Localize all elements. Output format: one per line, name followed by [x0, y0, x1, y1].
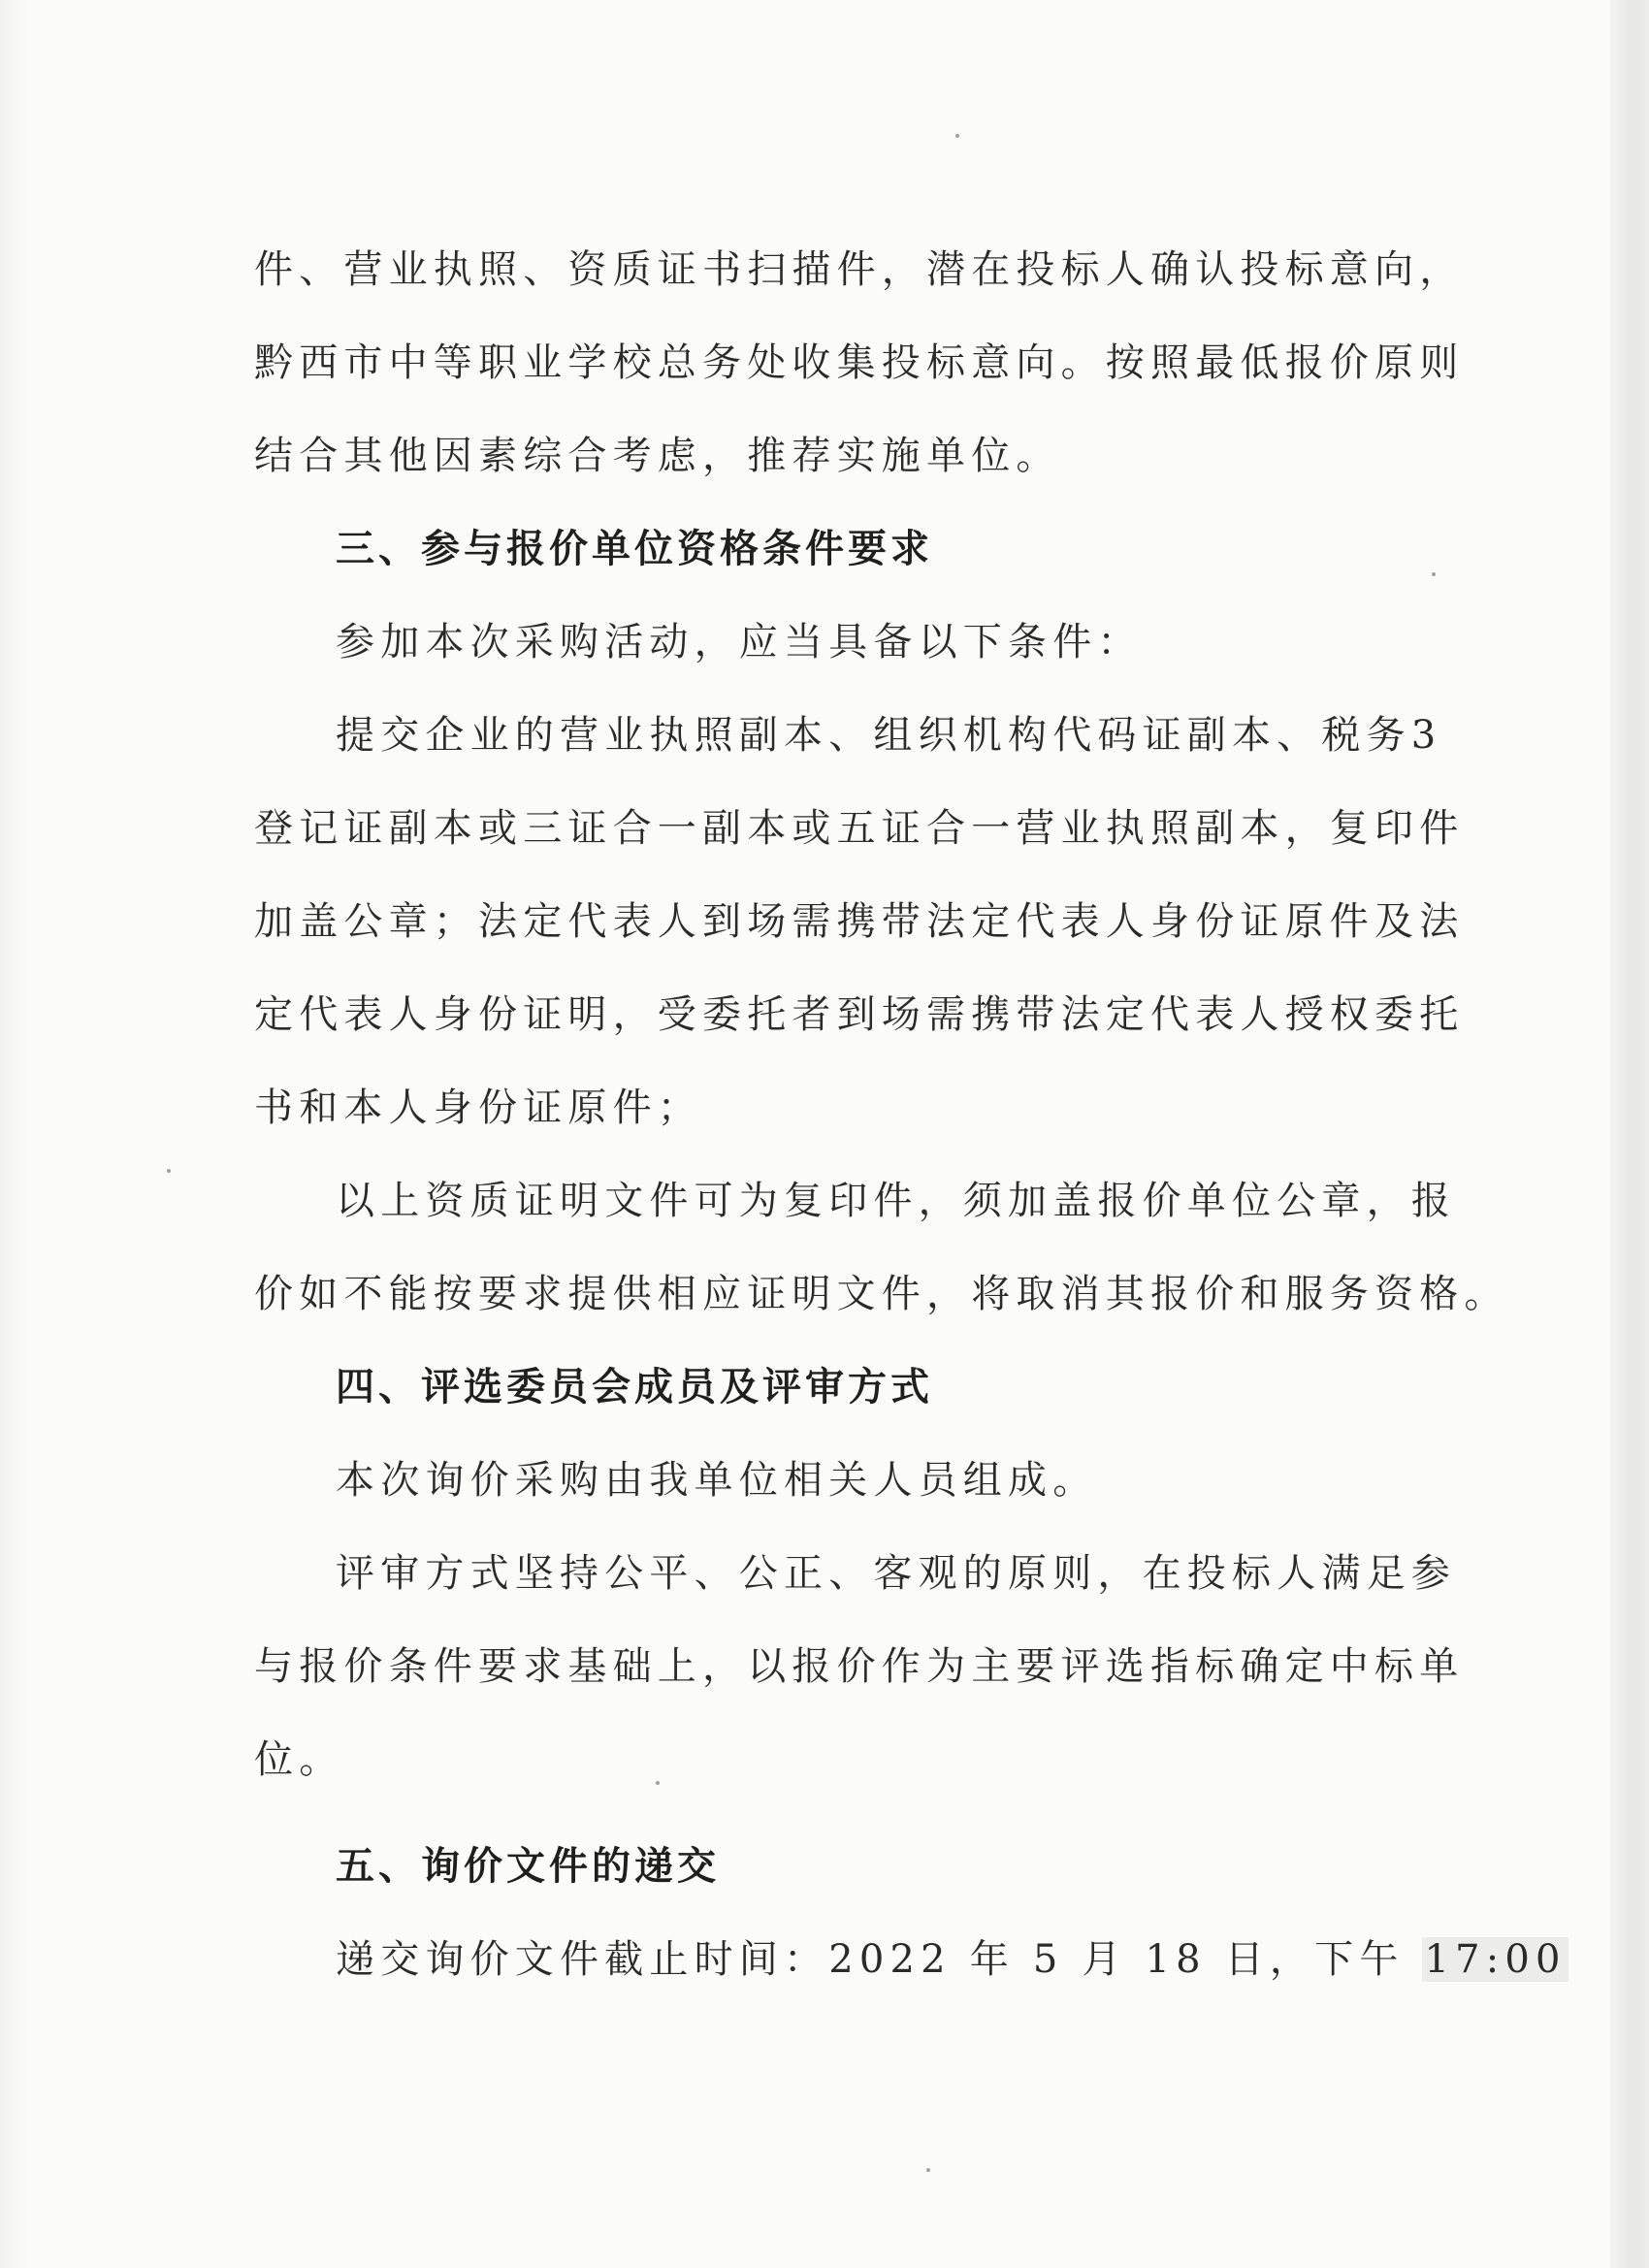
text-line: 以上资质证明文件可为复印件，须加盖报价单位公章，报 [336, 1179, 1456, 1223]
deadline-text: 递交询价文件截止时间：2022 年 5 月 18 日，下午 [336, 1937, 1423, 1982]
text-line: 书和本人身份证原件； [254, 1085, 702, 1130]
paragraph-process [254, 223, 1465, 502]
text-line: 位。 [254, 1737, 344, 1782]
section3-intro: 参加本次采购活动，应当具备以下条件： [336, 620, 1143, 664]
section4-members: 本次询价采购由我单位相关人员组成。 [336, 1458, 1098, 1503]
text-line: 评审方式坚持公平、公正、客观的原则，在投标人满足参 [336, 1551, 1456, 1596]
text-line: 加盖公章；法定代表人到场需携带法定代表人身份证原件及法 [254, 899, 1465, 944]
document-body [254, 223, 1567, 2006]
text-line: 与报价条件要求基础上，以报价作为主要评选指标确定中标单 [254, 1644, 1465, 1689]
scan-speck [955, 134, 959, 138]
text-line: 结合其他因素综合考虑，推荐实施单位。 [254, 434, 1061, 478]
text-line: 提交企业的营业执照副本、组织机构代码证副本、税务3 [336, 713, 1442, 758]
text-line: 定代表人身份证明，受委托者到场需携带法定代表人授权委托 [254, 992, 1465, 1037]
deadline-time: 17:00 [1424, 1937, 1567, 1982]
scan-speck [1432, 572, 1436, 576]
scan-speck [167, 1169, 171, 1173]
scan-speck [926, 2168, 930, 2172]
paragraph-requirements [254, 689, 1465, 1154]
section-heading-4: 四、评选委员会成员及评审方式 [336, 1365, 933, 1409]
text-line: 登记证副本或三证合一副本或五证合一营业执照副本，复印件 [254, 806, 1465, 851]
text-line: 黔西市中等职业学校总务处收集投标意向。按照最低报价原则 [254, 340, 1465, 385]
paragraph-method [254, 1527, 1465, 1806]
scan-edge-right [1610, 0, 1649, 2268]
text-line: 件、营业执照、资质证书扫描件，潜在投标人确认投标意向， [254, 247, 1465, 292]
scan-edge-left [0, 0, 29, 2268]
section-heading-5: 五、询价文件的递交 [336, 1844, 720, 1889]
text-line: 价如不能按要求提供相应证明文件，将取消其报价和服务资格。 [254, 1272, 1509, 1316]
paragraph-note [254, 1154, 1509, 1341]
section-heading-3: 三、参与报价单位资格条件要求 [336, 527, 933, 571]
submission-deadline [254, 1913, 1567, 2006]
